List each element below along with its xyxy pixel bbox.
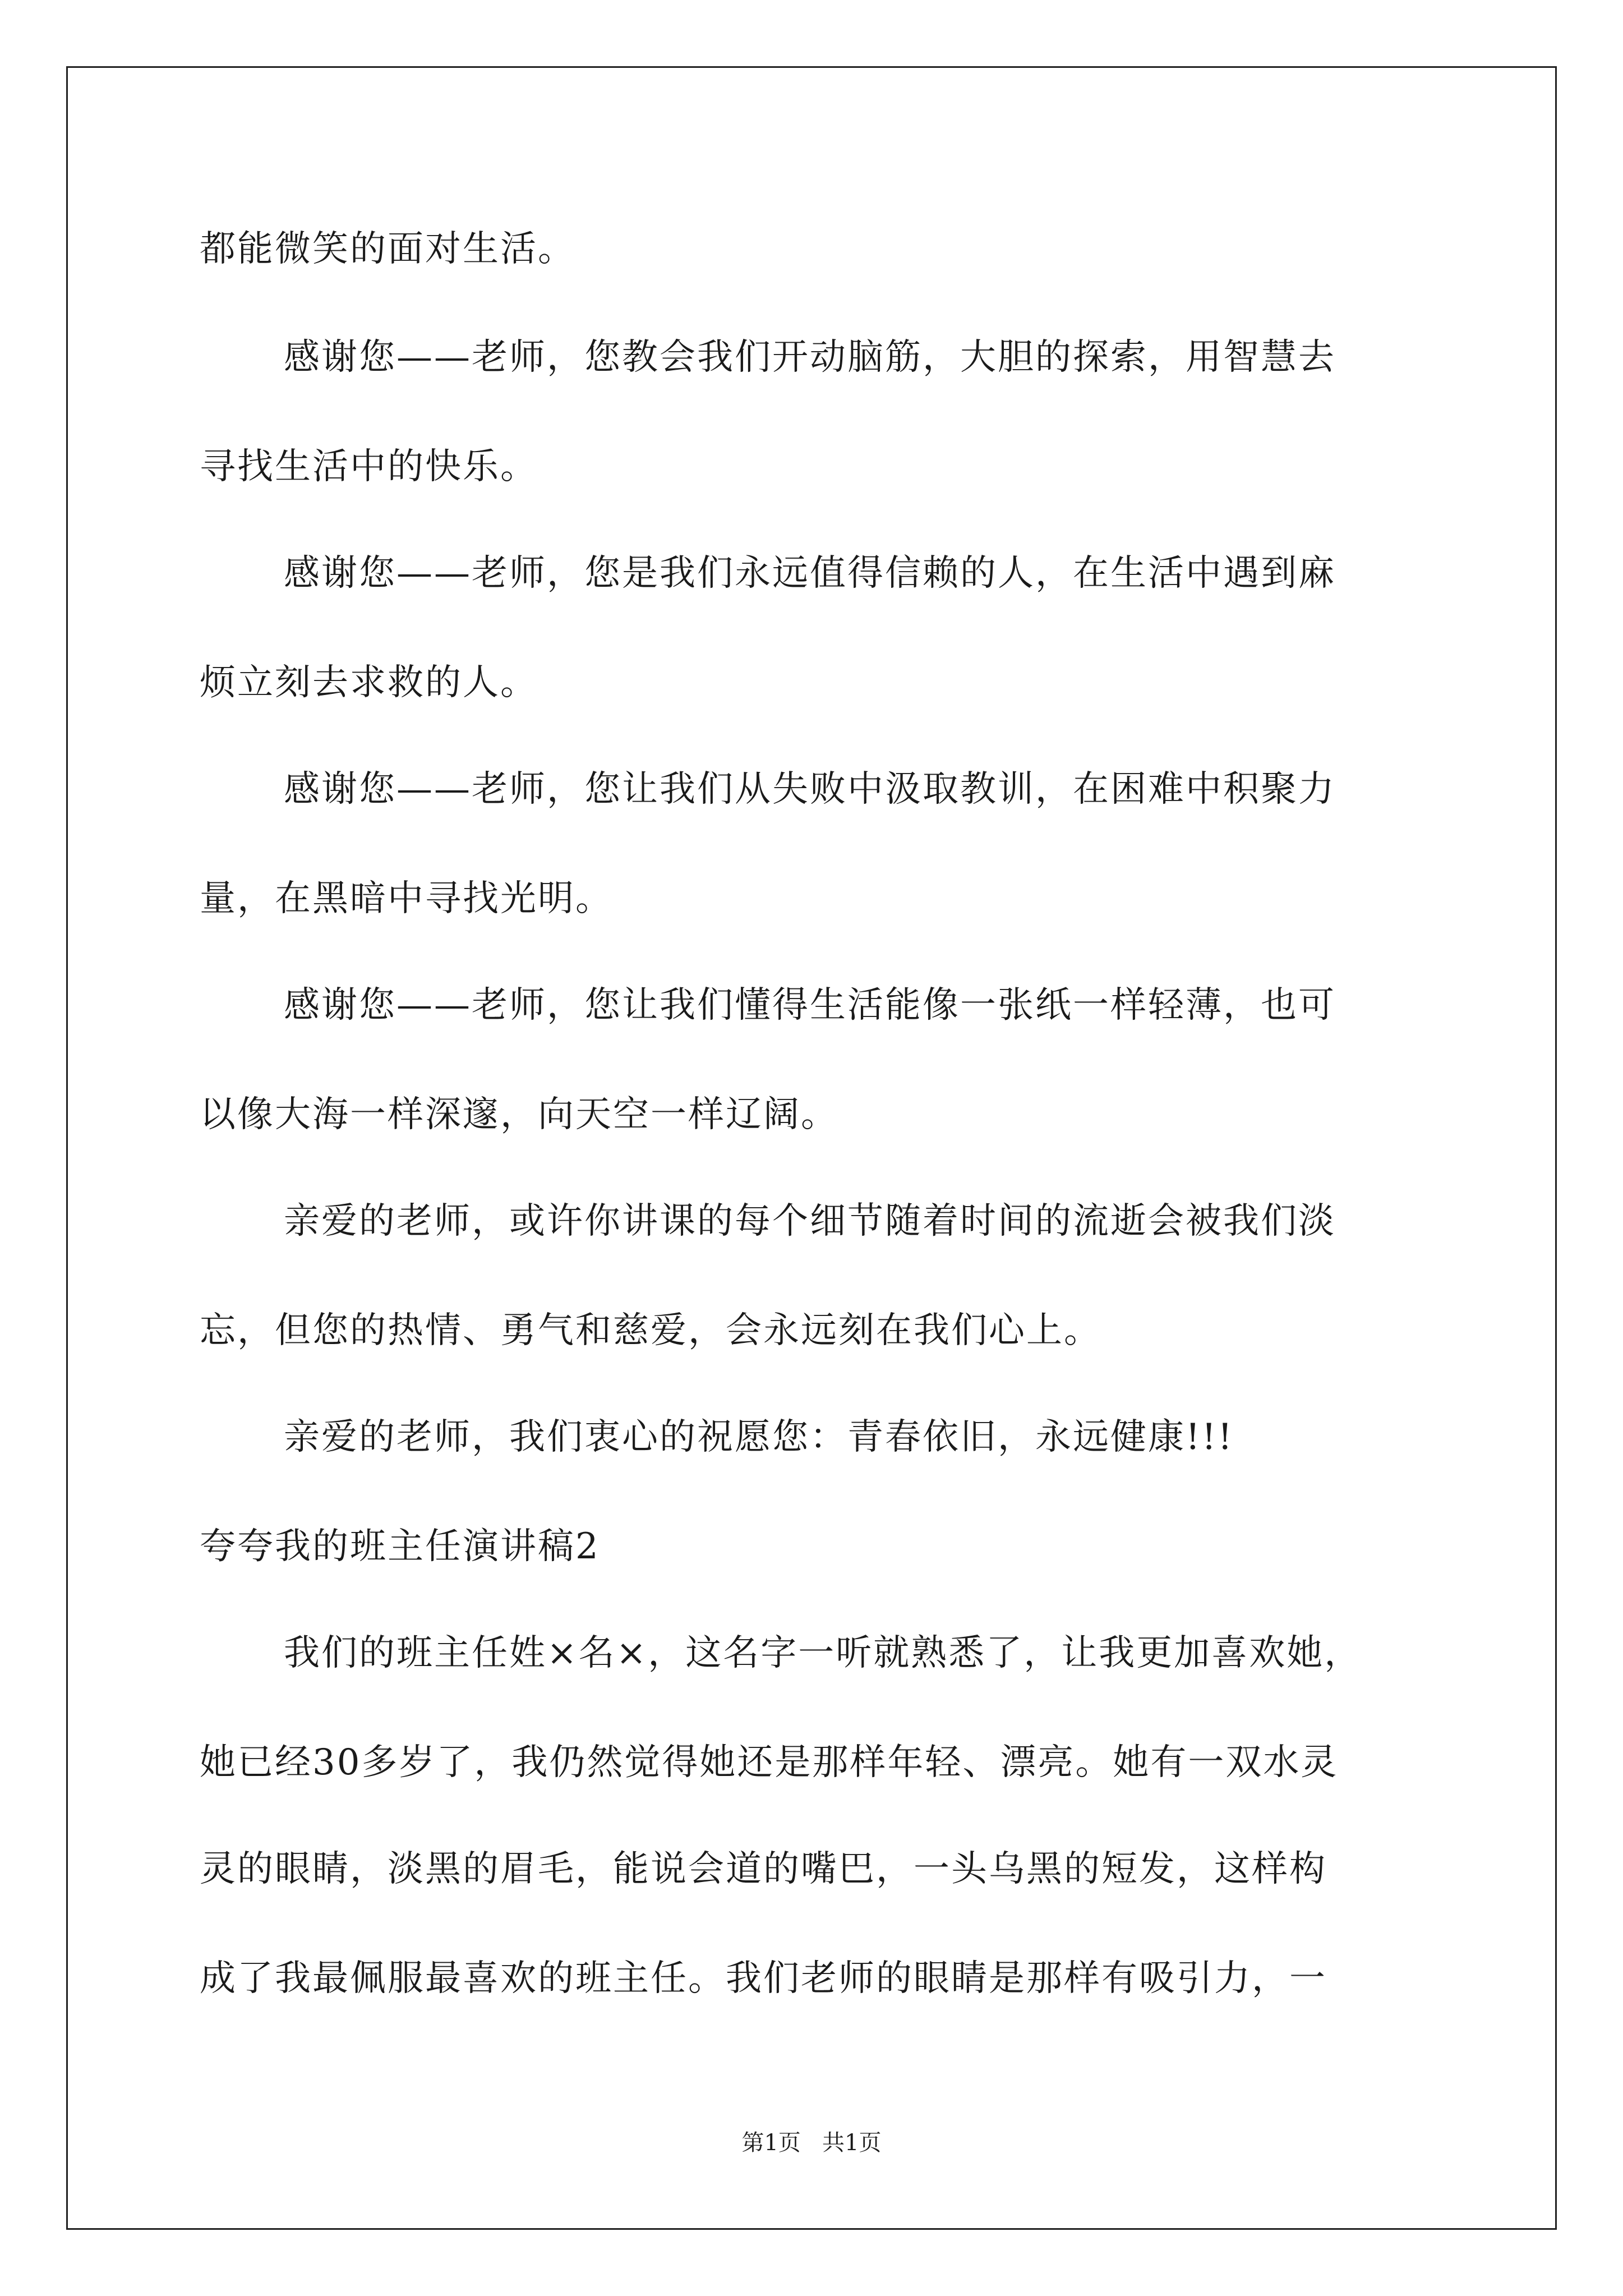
text-line: 成了我最佩服最喜欢的班主任。我们老师的眼睛是那样有吸引力，一	[200, 1958, 1327, 1999]
text-line: 寻找生活中的快乐。	[200, 446, 538, 487]
text-line: 都能微笑的面对生活。	[200, 228, 575, 270]
page-footer: 第1页 共1页	[741, 2130, 882, 2156]
text-line: 感谢您——老师，您教会我们开动脑筋，大胆的探索，用智慧去	[284, 337, 1336, 378]
text-line: 感谢您——老师，您让我们从失败中汲取教训，在困难中积聚力	[284, 769, 1336, 810]
text-line: 灵的眼睛，淡黑的眉毛，能说会道的嘴巴，一头乌黑的短发，这样构	[200, 1848, 1327, 1890]
text-line: 她已经30多岁了，我仍然觉得她还是那样年轻、漂亮。她有一双水灵	[200, 1742, 1339, 1783]
text-line: 忘，但您的热情、勇气和慈爱，会永远刻在我们心上。	[200, 1310, 1101, 1351]
text-line: 烦立刻去求救的人。	[200, 662, 538, 703]
page-border	[66, 66, 1557, 2230]
text-line: 亲爱的老师，我们衷心的祝愿您：青春依旧，永远健康!!!	[284, 1416, 1234, 1458]
section-heading: 夸夸我的班主任演讲稿2	[200, 1526, 600, 1567]
text-line: 亲爱的老师，或许你讲课的每个细节随着时间的流逝会被我们淡	[284, 1200, 1336, 1242]
text-line: 量，在黑暗中寻找光明。	[200, 878, 613, 919]
text-line: 我们的班主任姓×名×，这名字一听就熟悉了，让我更加喜欢她，	[284, 1632, 1362, 1674]
text-line: 感谢您——老师，您让我们懂得生活能像一张纸一样轻薄，也可	[284, 984, 1336, 1026]
text-line: 感谢您——老师，您是我们永远值得信赖的人，在生活中遇到麻	[284, 553, 1336, 594]
text-line: 以像大海一样深邃，向天空一样辽阔。	[200, 1094, 838, 1135]
